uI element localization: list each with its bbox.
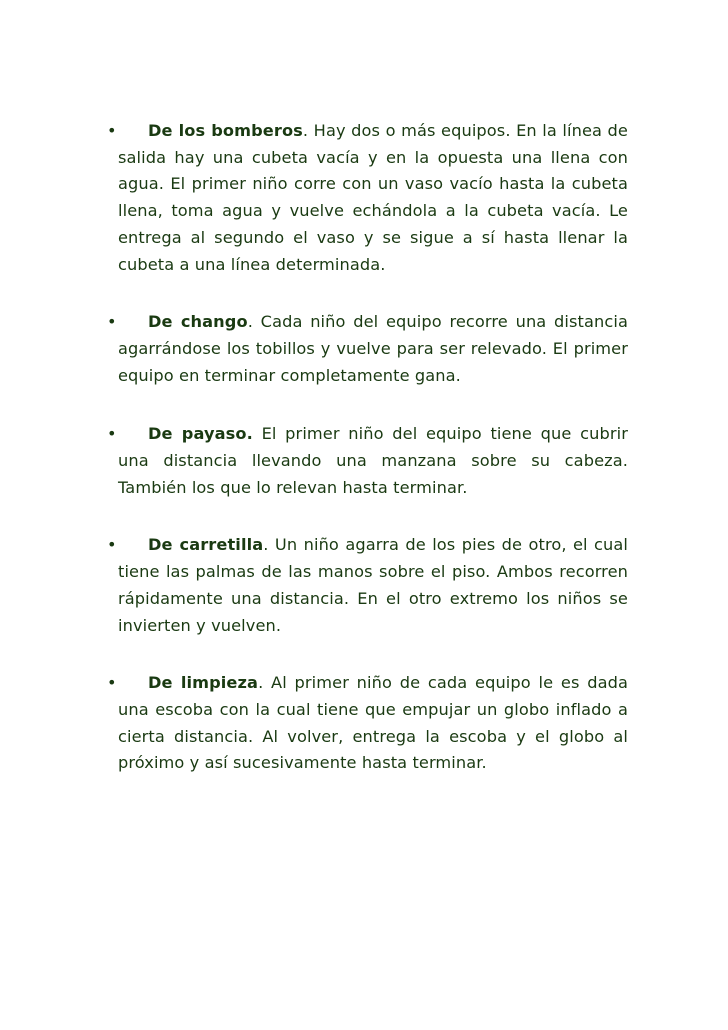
list-item-payaso: [108, 421, 628, 501]
bullet-icon: •: [107, 121, 117, 140]
item-term: De los bomberos: [148, 121, 303, 140]
item-paragraph: [118, 309, 628, 389]
list-item-carretilla: [108, 532, 628, 639]
item-text: Hay dos o más equipos. En la línea de salida hay una cubeta vacía y en la opuesta una llena con agua. El primer niño corre con un vaso vacío hasta la cubeta llena, toma agua y vuelve echándola a la cubeta vacía. Le entrega al segundo el vaso y se sigue a sí hasta llenar la cubeta a una línea determinada.: [118, 121, 628, 274]
game-list: [108, 118, 628, 806]
list-item-bomberos: [108, 118, 628, 278]
item-paragraph: [118, 421, 628, 501]
item-term-punctuation: .: [258, 673, 264, 693]
bullet-icon: •: [107, 535, 117, 555]
item-paragraph: [118, 118, 628, 278]
item-term: De limpieza: [148, 673, 259, 693]
item-term-punctuation: .: [263, 535, 269, 555]
list-item-chango: [108, 309, 628, 389]
item-text: Un niño agarra de los pies de otro, el cual tiene las palmas de las manos sobre el piso. Ambos recorren rápidamente una distancia. En el otro extremo los niños se invierten y vuelven.: [118, 535, 629, 635]
item-text: Al primer niño de cada equipo le es dada una escoba con la cual tiene que empujar un globo inflado a cierta distancia. Al volver, entrega la escoba y el globo al próximo y así sucesivamente hasta terminar.: [118, 673, 628, 773]
item-term: De carretilla: [148, 535, 264, 555]
item-paragraph: [118, 670, 628, 777]
item-term-punctuation: .: [302, 121, 309, 140]
item-text: Cada niño del equipo recorre una distancia agarrándose los tobillos y vuelve para ser relevado. El primer equipo en terminar completamente gana.: [118, 312, 628, 385]
item-term: De payaso.: [148, 424, 253, 444]
bullet-icon: •: [107, 424, 117, 444]
item-term-punctuation: .: [247, 312, 253, 332]
bullet-icon: •: [107, 673, 117, 693]
item-paragraph: [118, 532, 628, 639]
item-text: El primer niño del equipo tiene que cubrir una distancia llevando una manzana sobre su cabeza. También los que lo relevan hasta terminar.: [118, 424, 628, 497]
bullet-icon: •: [107, 312, 117, 332]
item-term: De chango: [148, 312, 248, 332]
list-item-limpieza: [108, 670, 628, 777]
